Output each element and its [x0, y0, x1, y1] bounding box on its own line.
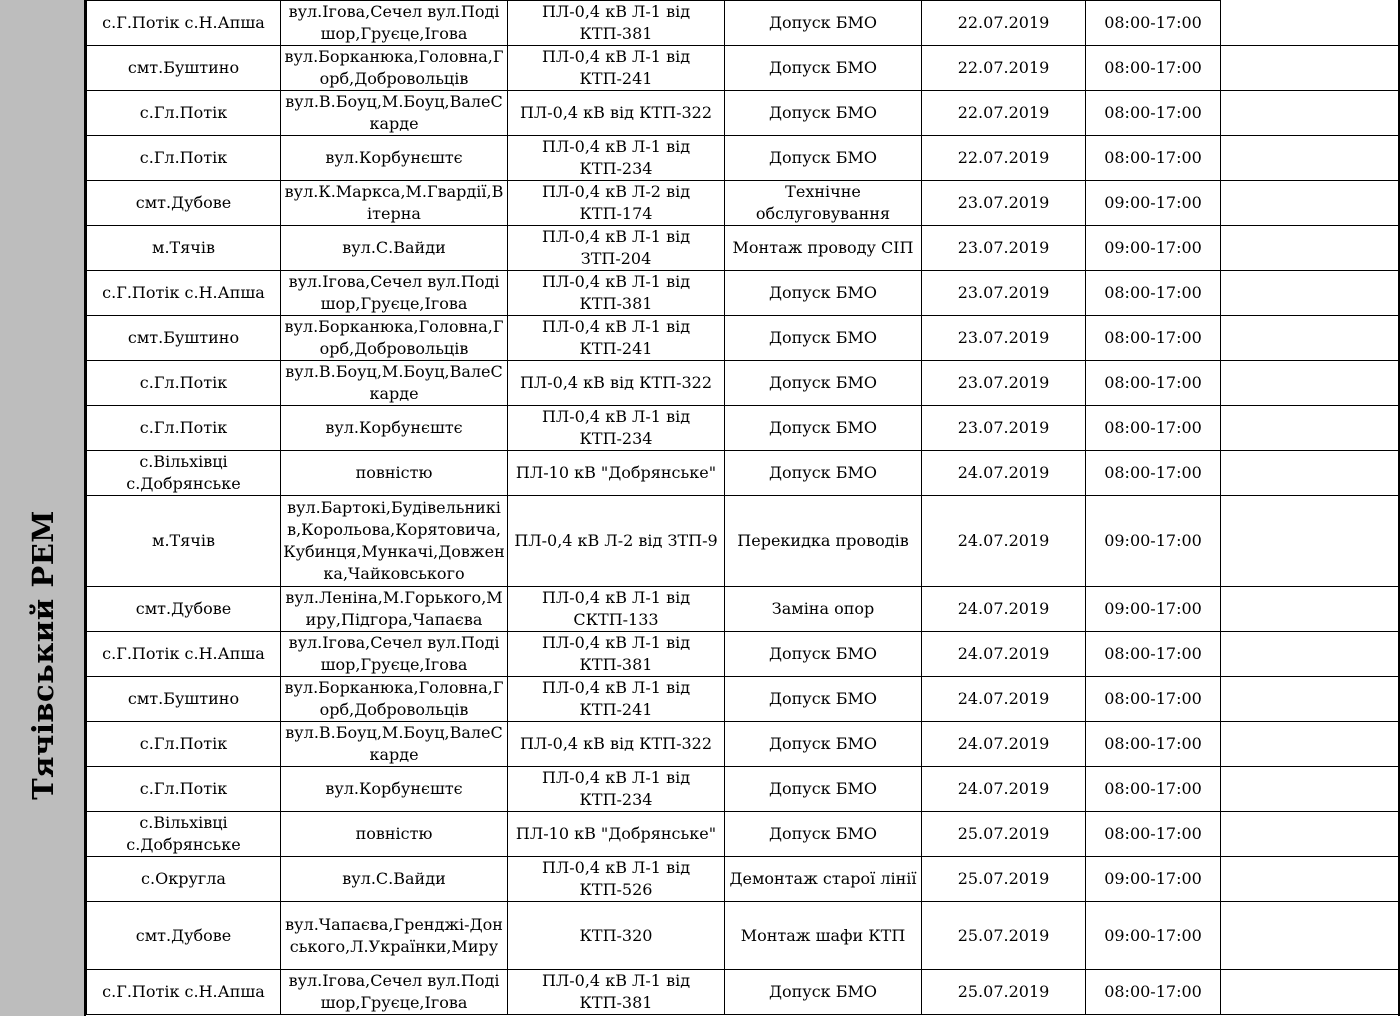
table-row [87, 767, 1221, 812]
table-row [87, 91, 1221, 136]
cell-time: 08:00-17:00 [1086, 767, 1221, 812]
cell-line: ПЛ-0,4 кВ Л-1 від КТП-381 [508, 970, 725, 1015]
table-row [87, 1, 1221, 46]
cell-streets: повністю [281, 812, 508, 857]
cell-settlement: смт.Буштино [87, 46, 281, 91]
cell-streets: повністю [281, 451, 508, 496]
cell-settlement: смт.Дубове [87, 181, 281, 226]
cell-line: ПЛ-0,4 кВ Л-1 від КТП-241 [508, 316, 725, 361]
table-row [87, 451, 1221, 496]
cell-settlement: с.Округла [87, 857, 281, 902]
cell-time: 08:00-17:00 [1086, 677, 1221, 722]
cell-settlement: с.Гл.Потік [87, 136, 281, 181]
cell-streets: вул.Бартокі,Будівельників,Корольова,Корятовича,Кубинця,Мункачі,Довженка,Чайковського [281, 496, 508, 587]
cell-streets: вул.Чапаєва,Гренджі-Донського,Л.Українки,Миру [281, 902, 508, 970]
cell-streets: вул.В.Боуц,М.Боуц,ВалеСкарде [281, 361, 508, 406]
cell-date: 25.07.2019 [922, 857, 1086, 902]
cell-time: 09:00-17:00 [1086, 181, 1221, 226]
cell-work: Допуск БМО [725, 812, 922, 857]
cell-line: ПЛ-10 кВ "Добрянське" [508, 451, 725, 496]
cell-settlement: смт.Буштино [87, 316, 281, 361]
cell-date: 25.07.2019 [922, 970, 1086, 1015]
cell-work: Демонтаж старої лінії [725, 857, 922, 902]
cell-time: 08:00-17:00 [1086, 812, 1221, 857]
cell-time: 09:00-17:00 [1086, 496, 1221, 587]
cell-work: Монтаж проводу СІП [725, 226, 922, 271]
table-row [87, 361, 1221, 406]
cell-settlement: смт.Буштино [87, 677, 281, 722]
cell-settlement: с.Гл.Потік [87, 361, 281, 406]
outage-schedule-table [86, 0, 1221, 1015]
cell-streets: вул.Борканюка,Головна,Горб,Добровольців [281, 316, 508, 361]
cell-line: КТП-320 [508, 902, 725, 970]
cell-settlement: с.Г.Потік с.Н.Апша [87, 1, 281, 46]
cell-settlement: с.Г.Потік с.Н.Апша [87, 970, 281, 1015]
cell-date: 23.07.2019 [922, 226, 1086, 271]
cell-settlement: с.Вільхівці с.Добрянське [87, 451, 281, 496]
cell-line: ПЛ-10 кВ "Добрянське" [508, 812, 725, 857]
cell-streets: вул.В.Боуц,М.Боуц,ВалеСкарде [281, 91, 508, 136]
cell-time: 09:00-17:00 [1086, 587, 1221, 632]
blank-column [1220, 0, 1400, 1016]
cell-settlement: смт.Дубове [87, 587, 281, 632]
cell-work: Допуск БМО [725, 451, 922, 496]
department-sidebar [0, 0, 86, 1016]
cell-date: 25.07.2019 [922, 902, 1086, 970]
cell-time: 09:00-17:00 [1086, 226, 1221, 271]
cell-date: 24.07.2019 [922, 632, 1086, 677]
cell-time: 08:00-17:00 [1086, 91, 1221, 136]
table-row [87, 181, 1221, 226]
table-row [87, 496, 1221, 587]
table-row [87, 316, 1221, 361]
cell-time: 08:00-17:00 [1086, 316, 1221, 361]
table-row [87, 677, 1221, 722]
cell-date: 25.07.2019 [922, 812, 1086, 857]
cell-time: 08:00-17:00 [1086, 1, 1221, 46]
cell-time: 09:00-17:00 [1086, 857, 1221, 902]
cell-work: Заміна опор [725, 587, 922, 632]
cell-date: 24.07.2019 [922, 496, 1086, 587]
cell-time: 08:00-17:00 [1086, 970, 1221, 1015]
cell-work: Допуск БМО [725, 722, 922, 767]
cell-line: ПЛ-0,4 кВ Л-2 від КТП-174 [508, 181, 725, 226]
cell-line: ПЛ-0,4 кВ Л-1 від КТП-234 [508, 406, 725, 451]
cell-line: ПЛ-0,4 кВ Л-1 від КТП-526 [508, 857, 725, 902]
cell-line: ПЛ-0,4 кВ Л-2 від ЗТП-9 [508, 496, 725, 587]
cell-line: ПЛ-0,4 кВ від КТП-322 [508, 361, 725, 406]
table-row [87, 226, 1221, 271]
cell-settlement: с.Гл.Потік [87, 767, 281, 812]
cell-settlement: с.Вільхівці с.Добрянське [87, 812, 281, 857]
cell-line: ПЛ-0,4 кВ Л-1 від КТП-241 [508, 46, 725, 91]
cell-streets: вул.Корбунєштє [281, 406, 508, 451]
cell-line: ПЛ-0,4 кВ від КТП-322 [508, 722, 725, 767]
cell-date: 23.07.2019 [922, 361, 1086, 406]
cell-streets: вул.Корбунєштє [281, 767, 508, 812]
cell-work: Допуск БМО [725, 970, 922, 1015]
cell-work: Допуск БМО [725, 271, 922, 316]
cell-date: 23.07.2019 [922, 406, 1086, 451]
table-row [87, 587, 1221, 632]
cell-date: 23.07.2019 [922, 316, 1086, 361]
table-row [87, 722, 1221, 767]
cell-settlement: с.Г.Потік с.Н.Апша [87, 271, 281, 316]
cell-time: 08:00-17:00 [1086, 271, 1221, 316]
cell-streets: вул.Борканюка,Головна,Горб,Добровольців [281, 677, 508, 722]
cell-streets: вул.Корбунєштє [281, 136, 508, 181]
table-row [87, 857, 1221, 902]
cell-line: ПЛ-0,4 кВ Л-1 від КТП-381 [508, 1, 725, 46]
cell-time: 09:00-17:00 [1086, 902, 1221, 970]
cell-date: 24.07.2019 [922, 722, 1086, 767]
cell-line: ПЛ-0,4 кВ Л-1 від КТП-234 [508, 767, 725, 812]
cell-date: 22.07.2019 [922, 91, 1086, 136]
cell-date: 22.07.2019 [922, 136, 1086, 181]
table-row [87, 970, 1221, 1015]
cell-date: 24.07.2019 [922, 677, 1086, 722]
cell-streets: вул.Леніна,М.Горького,Миру,Підгора,Чапаєва [281, 587, 508, 632]
cell-time: 08:00-17:00 [1086, 361, 1221, 406]
cell-settlement: с.Гл.Потік [87, 722, 281, 767]
cell-settlement: смт.Дубове [87, 902, 281, 970]
table-row [87, 902, 1221, 970]
table-row [87, 632, 1221, 677]
cell-streets: вул.Ігова,Сечел вул.Подішор,Груєце,Ігова [281, 970, 508, 1015]
cell-line: ПЛ-0,4 кВ Л-1 від КТП-381 [508, 271, 725, 316]
cell-settlement: м.Тячів [87, 226, 281, 271]
table-row [87, 136, 1221, 181]
table-row [87, 406, 1221, 451]
table-row [87, 812, 1221, 857]
cell-settlement: с.Гл.Потік [87, 91, 281, 136]
cell-work: Допуск БМО [725, 406, 922, 451]
cell-line: ПЛ-0,4 кВ від КТП-322 [508, 91, 725, 136]
cell-settlement: с.Гл.Потік [87, 406, 281, 451]
cell-work: Допуск БМО [725, 361, 922, 406]
cell-line: ПЛ-0,4 кВ Л-1 від КТП-234 [508, 136, 725, 181]
department-label: Тячівський РЕМ [26, 510, 60, 800]
cell-streets: вул.Ігова,Сечел вул.Подішор,Груєце,Ігова [281, 1, 508, 46]
cell-streets: вул.Борканюка,Головна,Горб,Добровольців [281, 46, 508, 91]
cell-work: Технічне обслуговування [725, 181, 922, 226]
cell-date: 24.07.2019 [922, 767, 1086, 812]
cell-work: Допуск БМО [725, 136, 922, 181]
cell-work: Допуск БМО [725, 767, 922, 812]
table-row [87, 46, 1221, 91]
cell-line: ПЛ-0,4 кВ Л-1 від КТП-241 [508, 677, 725, 722]
cell-streets: вул.Ігова,Сечел вул.Подішор,Груєце,Ігова [281, 271, 508, 316]
cell-streets: вул.К.Маркса,М.Гвардії,Вітерна [281, 181, 508, 226]
cell-streets: вул.С.Вайди [281, 226, 508, 271]
cell-work: Монтаж шафи КТП [725, 902, 922, 970]
cell-time: 08:00-17:00 [1086, 136, 1221, 181]
cell-time: 08:00-17:00 [1086, 451, 1221, 496]
cell-date: 24.07.2019 [922, 587, 1086, 632]
cell-settlement: м.Тячів [87, 496, 281, 587]
cell-work: Перекидка проводів [725, 496, 922, 587]
cell-work: Допуск БМО [725, 1, 922, 46]
cell-time: 08:00-17:00 [1086, 722, 1221, 767]
cell-streets: вул.Ігова,Сечел вул.Подішор,Груєце,Ігова [281, 632, 508, 677]
cell-streets: вул.В.Боуц,М.Боуц,ВалеСкарде [281, 722, 508, 767]
cell-time: 08:00-17:00 [1086, 46, 1221, 91]
cell-work: Допуск БМО [725, 677, 922, 722]
cell-date: 22.07.2019 [922, 1, 1086, 46]
cell-streets: вул.С.Вайди [281, 857, 508, 902]
cell-date: 22.07.2019 [922, 46, 1086, 91]
cell-settlement: с.Г.Потік с.Н.Апша [87, 632, 281, 677]
cell-time: 08:00-17:00 [1086, 406, 1221, 451]
cell-date: 23.07.2019 [922, 271, 1086, 316]
table-row [87, 271, 1221, 316]
cell-time: 08:00-17:00 [1086, 632, 1221, 677]
cell-work: Допуск БМО [725, 46, 922, 91]
cell-line: ПЛ-0,4 кВ Л-1 від ЗТП-204 [508, 226, 725, 271]
cell-work: Допуск БМО [725, 91, 922, 136]
cell-work: Допуск БМО [725, 632, 922, 677]
cell-line: ПЛ-0,4 кВ Л-1 від КТП-381 [508, 632, 725, 677]
cell-date: 24.07.2019 [922, 451, 1086, 496]
cell-work: Допуск БМО [725, 316, 922, 361]
cell-line: ПЛ-0,4 кВ Л-1 від СКТП-133 [508, 587, 725, 632]
cell-date: 23.07.2019 [922, 181, 1086, 226]
